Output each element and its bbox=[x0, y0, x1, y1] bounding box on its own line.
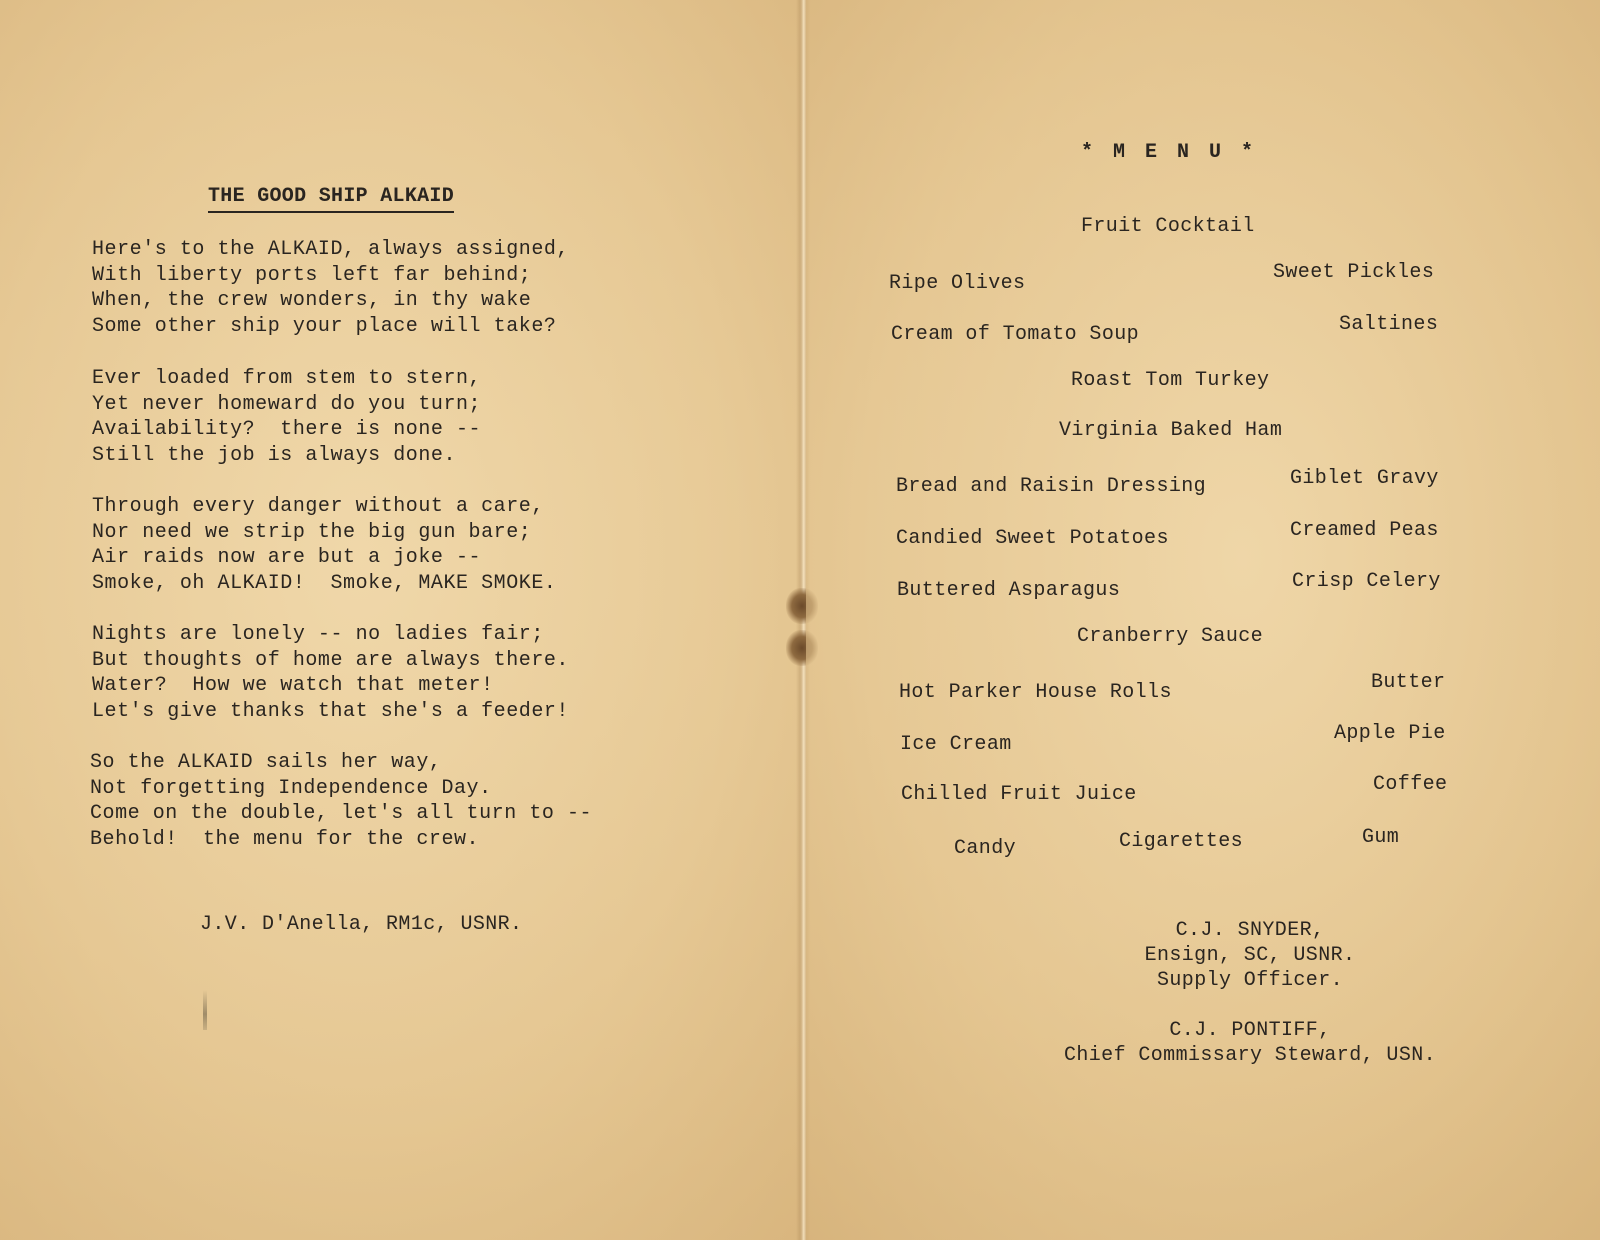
poem-author: J.V. D'Anella, RM1c, USNR. bbox=[200, 913, 523, 936]
menu-item-ice-cream: Ice Cream bbox=[900, 733, 1012, 756]
poem-stanza bbox=[90, 750, 592, 852]
poem-line: Here's to the ALKAID, always assigned, bbox=[92, 238, 569, 261]
poem-line: But thoughts of home are always there. bbox=[92, 648, 569, 672]
poem-line: Not forgetting Independence Day. bbox=[90, 776, 492, 800]
signature-line: Supply Officer. bbox=[1156, 969, 1344, 992]
menu-item-cigarettes: Cigarettes bbox=[1119, 830, 1244, 853]
poem-stanza bbox=[92, 494, 556, 596]
poem-title: THE GOOD SHIP ALKAID bbox=[208, 184, 454, 213]
menu-item-gum: Gum bbox=[1362, 826, 1400, 849]
poem-line: Nights are lonely -- no ladies fair; bbox=[92, 623, 544, 646]
menu-item-chilled-fruit-juice: Chilled Fruit Juice bbox=[901, 783, 1137, 806]
menu-item-candy: Candy bbox=[954, 837, 1017, 860]
poem-line: So the ALKAID sails her way, bbox=[90, 751, 442, 774]
paper-blemish bbox=[203, 990, 207, 1030]
poem-line: Behold! the menu for the crew. bbox=[90, 827, 480, 851]
poem-line: Let's give thanks that she's a feeder! bbox=[92, 699, 569, 723]
menu-item-giblet-gravy: Giblet Gravy bbox=[1290, 467, 1439, 490]
menu-item-ripe-olives: Ripe Olives bbox=[889, 272, 1026, 295]
poem-line: Smoke, oh ALKAID! Smoke, MAKE SMOKE. bbox=[92, 571, 557, 595]
menu-title: * M E N U * bbox=[1081, 141, 1258, 164]
poem-stanza bbox=[92, 366, 481, 468]
poem-line: Availability? there is none -- bbox=[92, 418, 482, 441]
poem-stanza bbox=[92, 622, 569, 724]
poem-line: Some other ship your place will take? bbox=[92, 314, 557, 338]
poem-line: Come on the double, let's all turn to -- bbox=[90, 802, 593, 825]
menu-item-saltines: Saltines bbox=[1339, 313, 1439, 336]
signature-line: Ensign, SC, USNR. bbox=[1144, 944, 1356, 967]
menu-item-fruit-cocktail: Fruit Cocktail bbox=[1081, 215, 1255, 238]
poem-line: With liberty ports left far behind; bbox=[92, 263, 532, 287]
menu-item-crisp-celery: Crisp Celery bbox=[1292, 570, 1441, 593]
menu-item-candied-sweet-potatoes: Candied Sweet Potatoes bbox=[896, 527, 1169, 550]
menu-item-butter: Butter bbox=[1371, 671, 1446, 694]
signature-line: Chief Commissary Steward, USN. bbox=[1063, 1044, 1437, 1067]
menu-item-creamed-peas: Creamed Peas bbox=[1290, 519, 1439, 542]
poem-line: Water? How we watch that meter! bbox=[92, 674, 494, 697]
menu-item-bread-and-raisin-dressing: Bread and Raisin Dressing bbox=[896, 475, 1207, 498]
menu-item-apple-pie: Apple Pie bbox=[1334, 722, 1446, 745]
left-page bbox=[0, 0, 800, 1240]
poem-line: Nor need we strip the big gun bare; bbox=[92, 520, 532, 544]
menu-item-cream-of-tomato-soup: Cream of Tomato Soup bbox=[891, 323, 1140, 346]
signature-line: C.J. SNYDER, bbox=[1175, 919, 1325, 942]
signature-line: C.J. PONTIFF, bbox=[1169, 1019, 1331, 1042]
poem-line: When, the crew wonders, in thy wake bbox=[92, 289, 532, 312]
poem-stanza bbox=[92, 237, 569, 339]
poem-line: Yet never homeward do you turn; bbox=[92, 392, 482, 416]
menu-item-cranberry-sauce: Cranberry Sauce bbox=[1077, 625, 1264, 648]
menu-item-sweet-pickles: Sweet Pickles bbox=[1273, 261, 1435, 284]
menu-item-roast-tom-turkey: Roast Tom Turkey bbox=[1071, 369, 1270, 392]
poem-line: Still the job is always done. bbox=[92, 443, 457, 467]
menu-item-virginia-baked-ham: Virginia Baked Ham bbox=[1059, 419, 1283, 442]
poem-line: Through every danger without a care, bbox=[92, 495, 544, 518]
menu-item-buttered-asparagus: Buttered Asparagus bbox=[897, 579, 1121, 602]
menu-item-coffee: Coffee bbox=[1373, 773, 1448, 796]
signature-supply-officer bbox=[1110, 918, 1390, 993]
poem-line: Air raids now are but a joke -- bbox=[92, 546, 482, 569]
signature-commissary-steward bbox=[1050, 1018, 1450, 1068]
menu-item-hot-parker-house-rolls: Hot Parker House Rolls bbox=[899, 681, 1172, 704]
poem-line: Ever loaded from stem to stern, bbox=[92, 367, 482, 390]
